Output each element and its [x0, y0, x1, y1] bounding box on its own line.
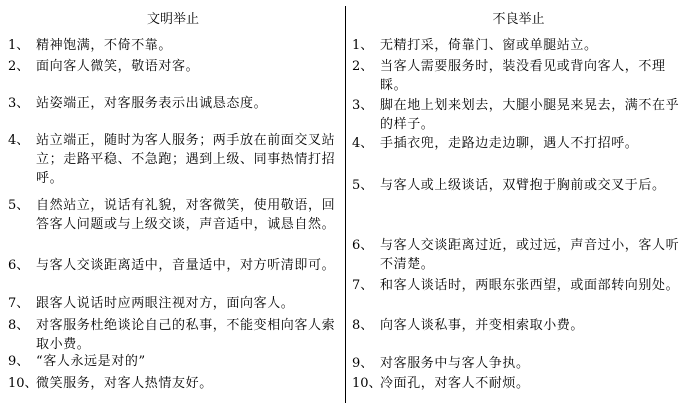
list-item-bad-1: 1、 无精打采，倚靠门、窗或单腿站立。 [352, 38, 598, 53]
list-item-good-2: 2、 面向客人微笑，敬语对客。 [8, 59, 200, 74]
column-title-bad-manners: 不良举止 [492, 12, 545, 27]
list-item-bad-7: 7、 和客人谈话时，两眼东张西望，或面部转向别处。 [352, 278, 680, 293]
list-item-bad-2: 2、 当客人需要服务时，装没看见或背向客人，不理睬。 [352, 59, 666, 93]
list-item-bad-3: 3、 脚在地上划来划去，大腿小腿晃来晃去，满不在乎的样子。 [352, 98, 680, 132]
list-item-good-9: 9、 “客人永远是对的” [8, 354, 146, 369]
list-item-good-3: 3、 站姿端正，对客服务表示出诚恳态度。 [8, 96, 268, 111]
list-item-good-4: 4、 站立端正，随时为客人服务；两手放在前面交叉站立；走路平稳、不急跑；遇到上级、同事热情打招呼。 [8, 133, 336, 186]
column-divider [345, 6, 346, 403]
list-item-bad-8: 8、 向客人谈私事，并变相索取小费。 [352, 318, 585, 333]
list-item-bad-5: 5、 与客人或上级谈话，双臂抱于胸前或交叉于后。 [352, 178, 666, 193]
list-item-bad-4: 4、 手插衣兜，走路边走边聊，遇人不打招呼。 [352, 136, 639, 151]
list-item-good-5: 5、 自然站立，说话有礼貌，对客微笑，使用敬语，回答客人问题或与上级交谈，声音适中，诚恳自然。 [8, 198, 336, 232]
list-item-bad-10: 10、 冷面孔，对客人不耐烦。 [352, 376, 530, 391]
list-item-bad-9: 9、 对客服务中与客人争执。 [352, 356, 530, 371]
column-title-good-manners: 文明举止 [146, 12, 199, 27]
list-item-good-8: 8、 对客服务杜绝谈论自己的私事，不能变相向客人索取小费。 [8, 318, 336, 352]
list-item-good-1: 1、 精神饱满，不倚不靠。 [8, 38, 173, 53]
list-item-good-7: 7、 跟客人说话时应两眼注视对方，面向客人。 [8, 296, 295, 311]
list-item-good-10: 10、 微笑服务，对客人热情友好。 [8, 376, 213, 391]
list-item-bad-6: 6、 与客人交谈距离过近，或过远，声音过小，客人听不清楚。 [352, 238, 680, 272]
list-item-good-6: 6、 与客人交谈距离适中，音量适中，对方听清即可。 [8, 258, 336, 273]
